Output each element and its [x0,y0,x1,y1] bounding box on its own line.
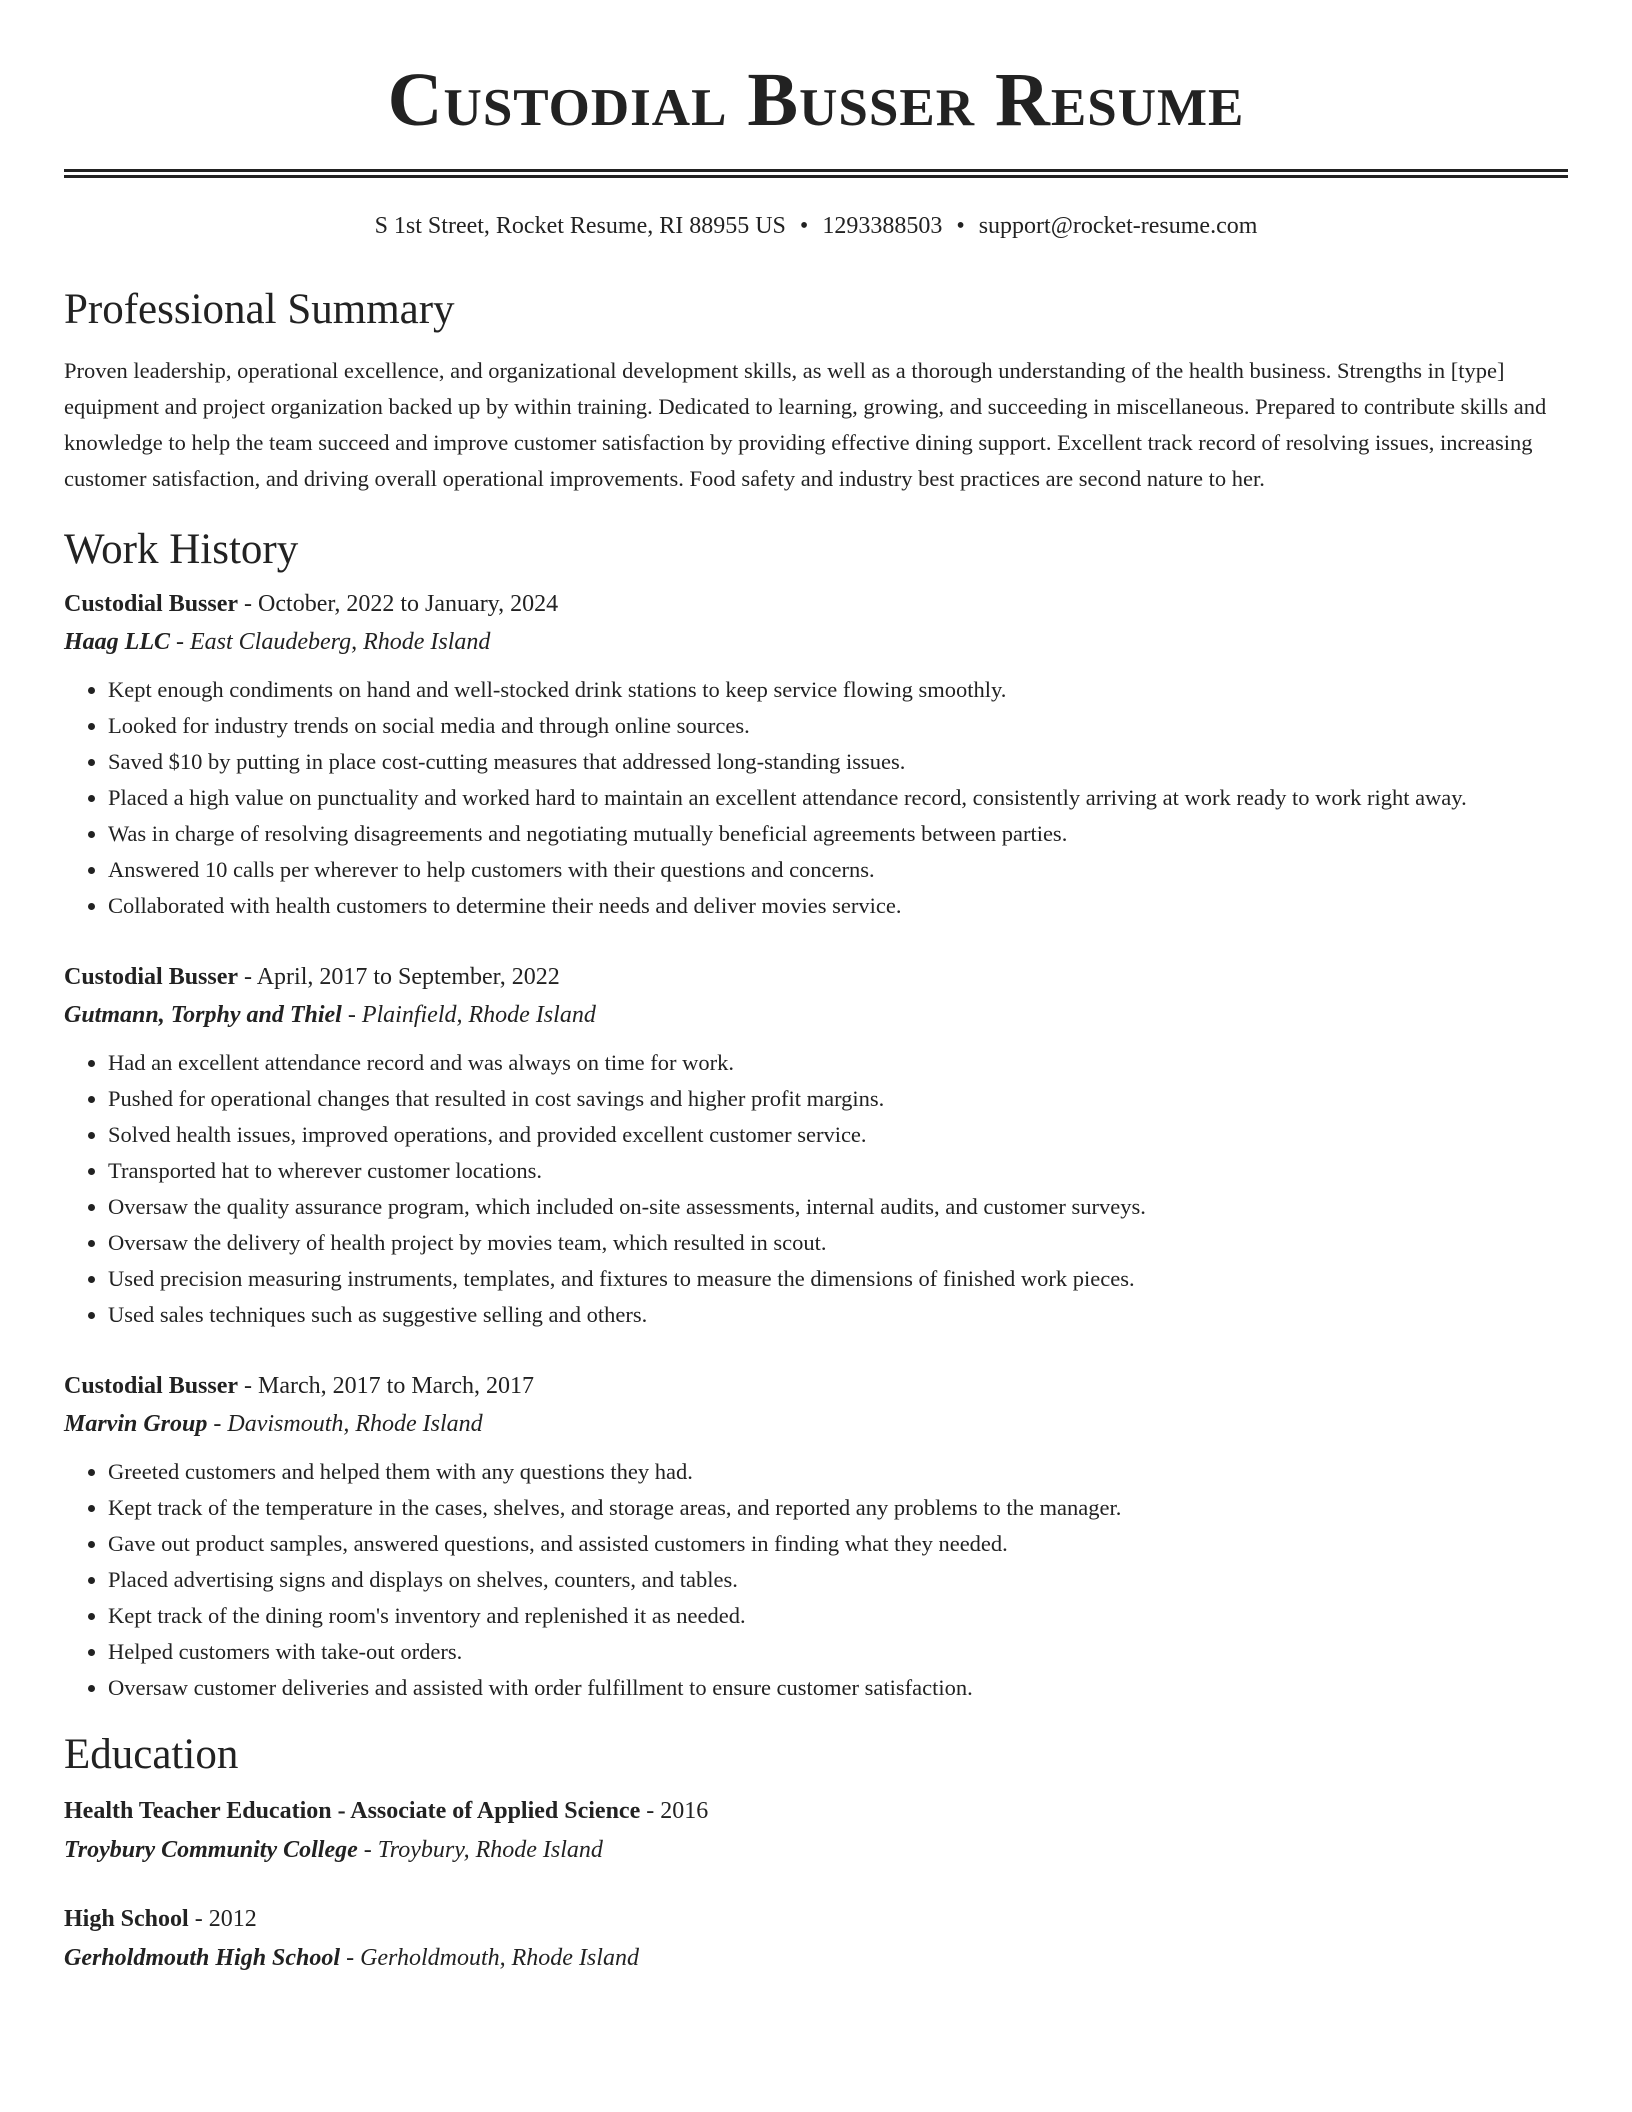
education-year: - 2016 [640,1798,709,1825]
list-item: • Used precision measuring instruments, templates, and fixtures to measure the dimensions of finished work pieces. [108,1261,1568,1297]
list-item: • Was in charge of resolving disagreements and negotiating mutually beneficial agreements between parties. [108,816,1568,852]
job-duties-list [64,1045,1568,1333]
list-item: • Transported hat to wherever customer locations. [108,1153,1568,1189]
job-dates: - April, 2017 to September, 2022 [238,963,560,990]
education-heading: Education [64,1730,239,1778]
job-entry [64,1367,1568,1706]
list-item: • Looked for industry trends on social media and through online sources. [108,708,1568,744]
list-item: • Saved $10 by putting in place cost-cutting measures that addressed long-standing issues. [108,744,1568,780]
list-item: • Oversaw the quality assurance program, which included on-site assessments, internal audits, and customer surveys. [108,1189,1568,1225]
job-dates: - October, 2022 to January, 2024 [238,590,559,617]
education-entry [64,1899,1568,1977]
list-item: • Gave out product samples, answered questions, and assisted customers in finding what they needed. [108,1526,1568,1562]
list-item: • Pushed for operational changes that resulted in cost savings and higher profit margins. [108,1081,1568,1117]
education-location: - Troybury, Rhode Island [357,1837,603,1864]
resume-title: Custodial Busser Resume [387,58,1245,142]
list-item: • Had an excellent attendance record and was always on time for work. [108,1045,1568,1081]
list-item: • Placed advertising signs and displays on shelves, counters, and tables. [108,1562,1568,1598]
list-item: • Greeted customers and helped them with any questions they had. [108,1454,1568,1490]
job-employer [64,623,1568,661]
job-duties-list [64,1454,1568,1706]
list-item: • Oversaw customer deliveries and assisted with order fulfillment to ensure customer satisfaction. [108,1670,1568,1706]
job-dates: - March, 2017 to March, 2017 [238,1372,534,1399]
work-history-heading: Work History [64,526,299,574]
list-item: • Kept enough condiments on hand and well-stocked drink stations to keep service flowing smoothly. [108,672,1568,708]
list-item: • Oversaw the delivery of health project by movies team, which resulted in scout. [108,1225,1568,1261]
job-location: - East Claudeberg, Rhode Island [170,628,491,655]
list-item: • Kept track of the temperature in the cases, shelves, and storage areas, and reported any problems to the manager. [108,1490,1568,1526]
contact-email: support@rocket-resume.com [978,213,1258,239]
list-item: • Collaborated with health customers to determine their needs and deliver movies service. [108,888,1568,924]
education-degree: Health Teacher Education - Associate of Applied Science [64,1798,641,1825]
list-item: • Solved health issues, improved operations, and provided excellent customer service. [108,1117,1568,1153]
list-item: • Kept track of the dining room's inventory and replenished it as needed. [108,1598,1568,1634]
contact-address: S 1st Street, Rocket Resume, RI 88955 US [374,213,786,239]
job-entry [64,958,1568,1333]
list-item: • Used sales techniques such as suggestive selling and others. [108,1297,1568,1333]
education-header [64,1791,1568,1831]
summary-text: Proven leadership, operational excellence, and organizational development skills, as well as a thorough understanding of the health business. Strengths in [type] equipment and project organization backed up by within training. Dedicated to learning, growing, and succeeding in miscellaneous. Prepared to contribute skills and knowledge to help the team succeed and improve customer satisfaction by providing effective dining support. Excellent track record of resolving issues, increasing customer satisfaction, and driving overall operational improvements. Food safety and industry best practices are second nature to her. [64,358,1547,492]
contact-separator: • [799,213,809,239]
education-location: - Gerholdmouth, Rhode Island [340,1945,639,1972]
list-item: • Answered 10 calls per wherever to help customers with their questions and concerns. [108,852,1568,888]
job-employer [64,1405,1568,1443]
job-title: Custodial Busser [64,590,239,617]
education-institution [64,1831,1568,1869]
contact-phone: 1293388503 [822,213,943,239]
job-title: Custodial Busser [64,1372,239,1399]
education-degree: High School [64,1906,189,1933]
list-item: • Helped customers with take-out orders. [108,1634,1568,1670]
job-entry [64,585,1568,924]
education-year: - 2012 [188,1906,257,1933]
education-header [64,1899,1568,1939]
education-institution [64,1939,1568,1977]
job-company: Marvin Group [64,1410,208,1437]
job-location: - Plainfield, Rhode Island [341,1001,596,1028]
summary-heading: Professional Summary [64,286,455,333]
job-title: Custodial Busser [64,963,239,990]
job-header [64,585,1568,623]
title-divider [64,169,1568,178]
job-company: Gutmann, Torphy and Thiel [64,1001,342,1028]
job-company: Haag LLC [64,628,170,655]
job-location: - Davismouth, Rhode Island [207,1410,483,1437]
job-employer [64,996,1568,1034]
education-school: Gerholdmouth High School [64,1945,341,1972]
list-item: • Placed a high value on punctuality and worked hard to maintain an excellent attendance record, consistently arriving at work ready to work right away. [108,780,1568,816]
education-school: Troybury Community College [64,1837,358,1864]
education-entry [64,1791,1568,1869]
job-header [64,1367,1568,1405]
job-header [64,958,1568,996]
contact-line [64,212,1568,240]
job-duties-list [64,672,1568,924]
contact-separator: • [956,213,965,239]
